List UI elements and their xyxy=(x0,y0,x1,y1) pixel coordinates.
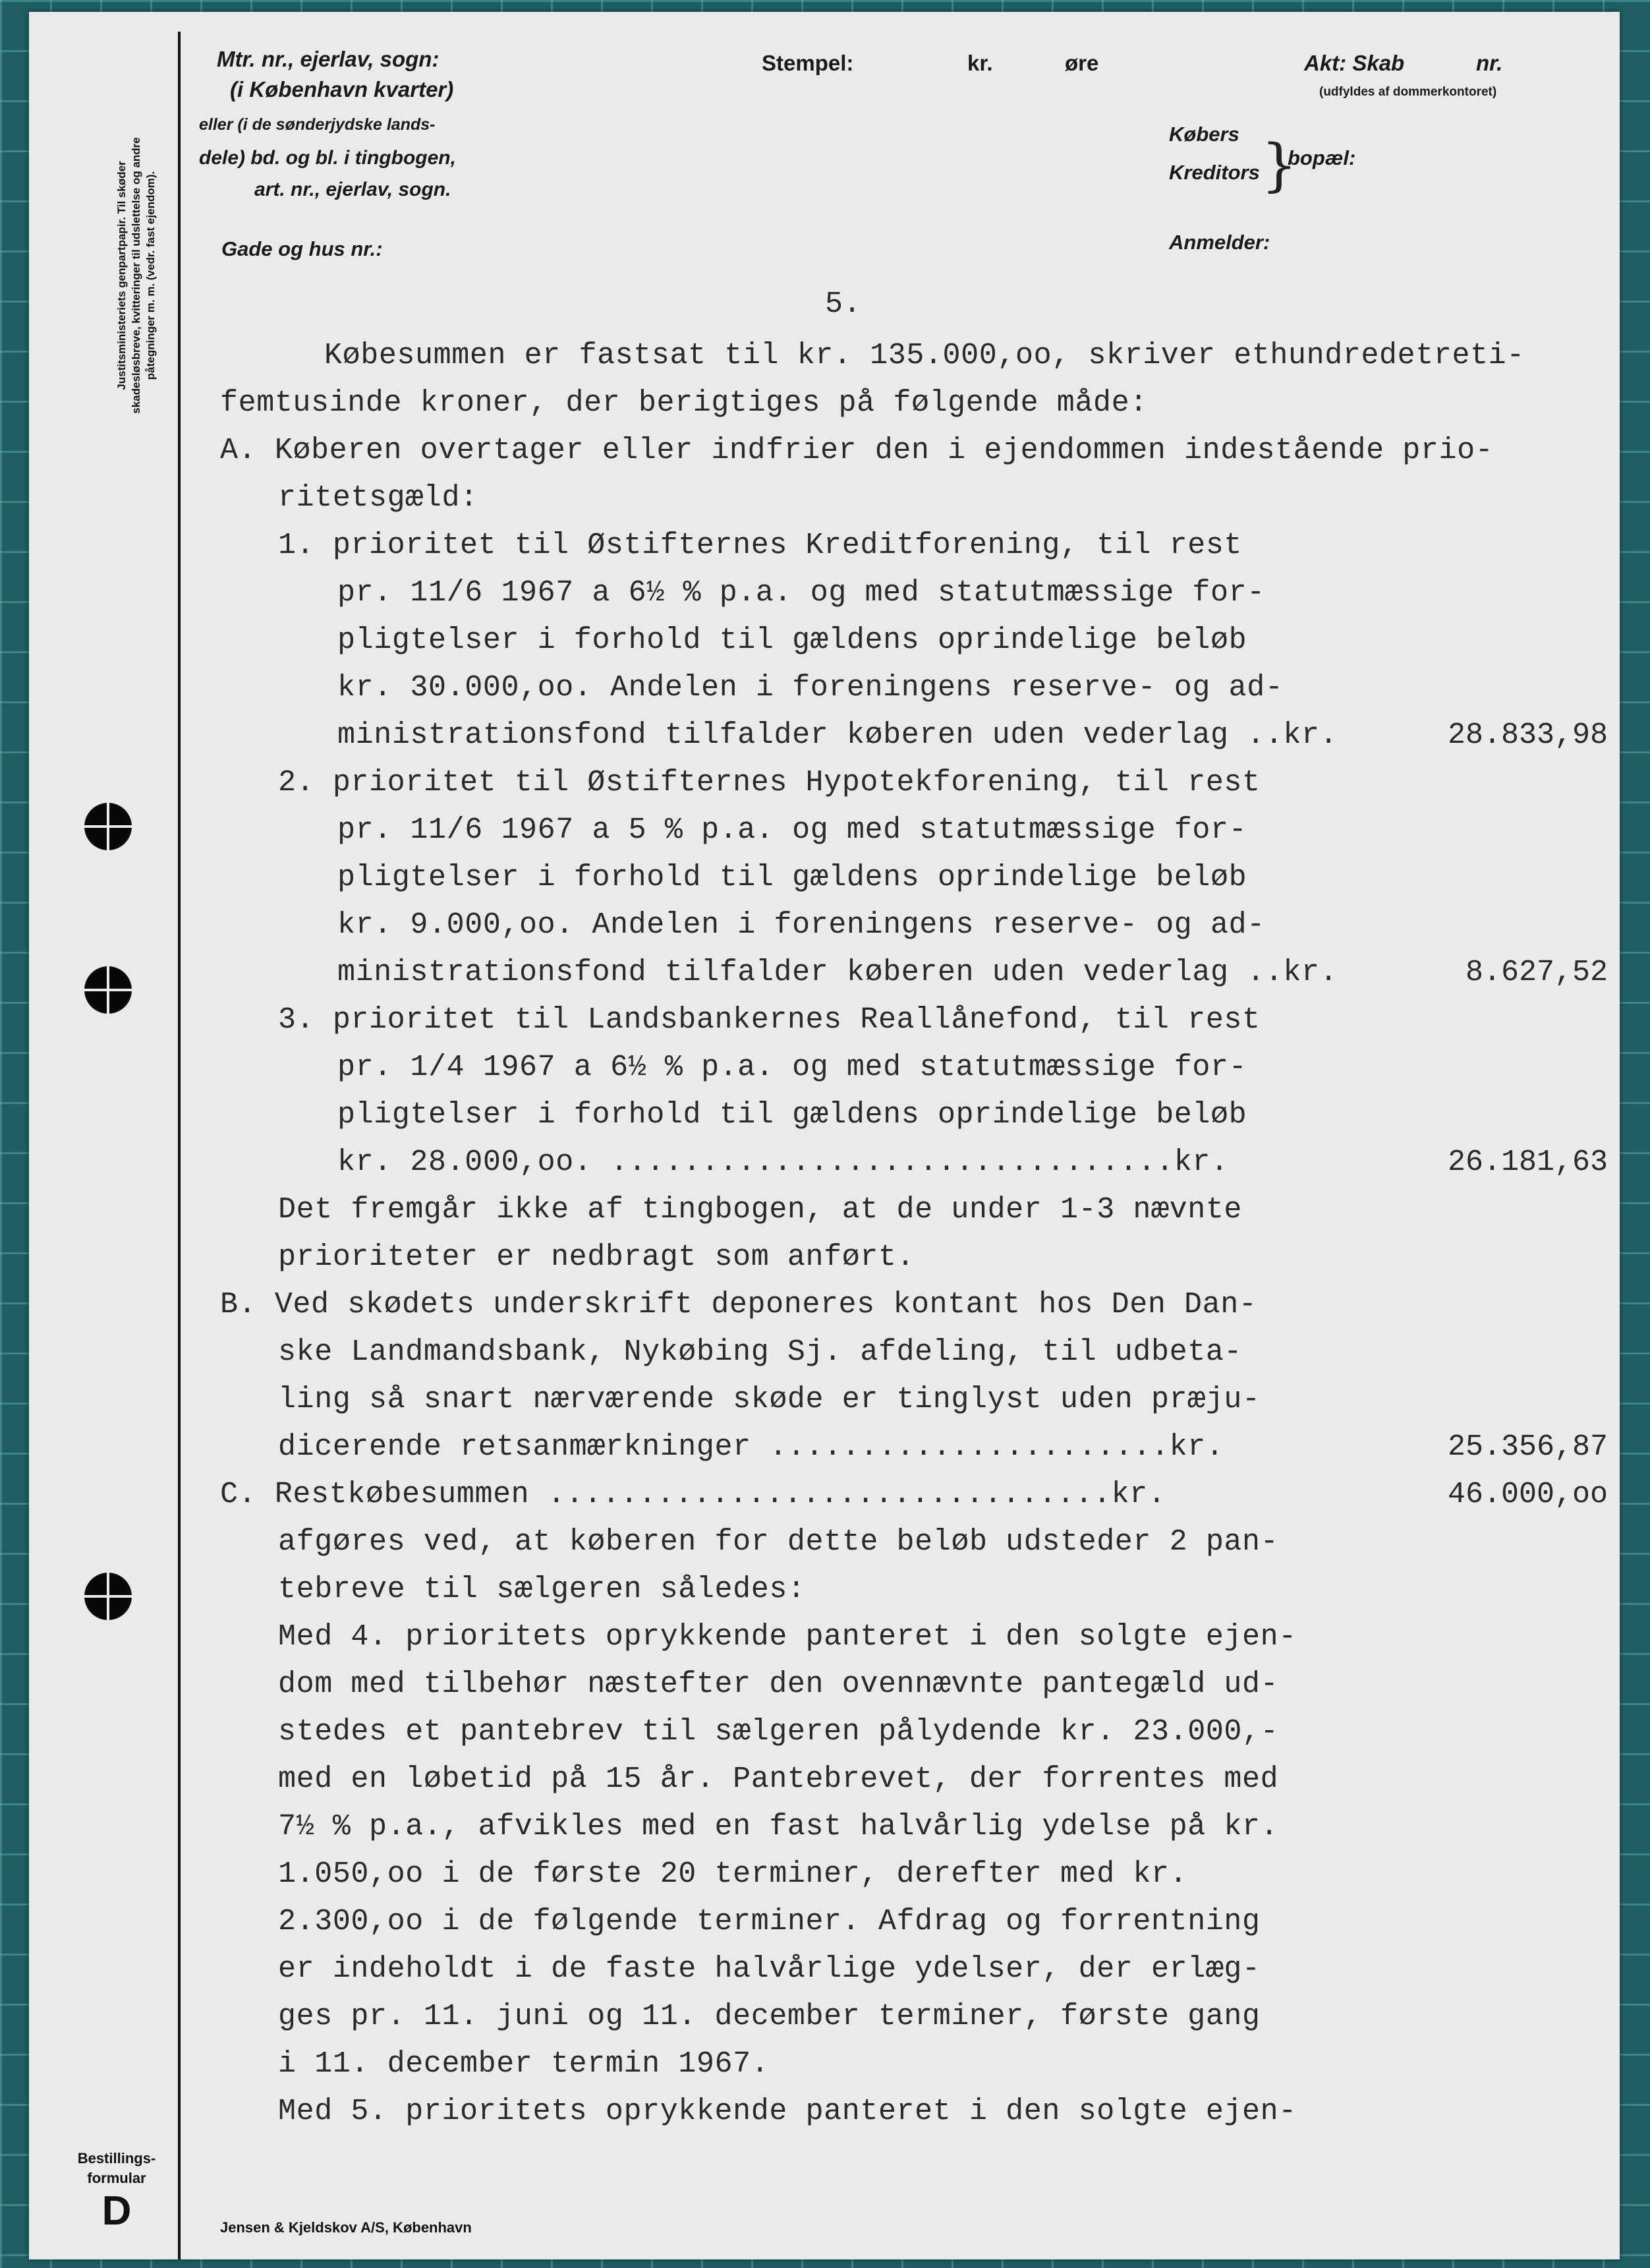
property-label-3: eller (i de sønderjydske lands- xyxy=(199,115,436,134)
side-note-line: påtegninger m. m. (vedr. fast ejendom). xyxy=(144,171,157,380)
text-line: ritetsgæld: xyxy=(278,481,478,515)
text-line: stedes et pantebrev til sælgeren pålydende kr. 23.000,- xyxy=(278,1715,1279,1749)
text-line: ges pr. 11. juni og 11. december terminer, første gang xyxy=(278,2000,1261,2033)
text-line: pligtelser i forhold til gældens oprindelige beløb xyxy=(337,861,1247,894)
document-sheet xyxy=(29,12,1620,2259)
text-line: pr. 11/6 1967 a 5 % p.a. og med statutmæssige for- xyxy=(337,813,1247,847)
amount-value: 25.356,87 xyxy=(1447,1430,1608,1464)
order-form-line: formular xyxy=(87,2170,146,2186)
text-line: ministrationsfond tilfalder køberen uden vederlag ..kr. xyxy=(337,956,1338,989)
side-note-line: Justitsministeriets genpartpapir. Til skøder xyxy=(115,161,128,390)
text-line: A. Køberen overtager eller indfrier den i ejendommen indestående prio- xyxy=(220,434,1494,467)
printer-imprint: Jensen & Kjeldskov A/S, København xyxy=(220,2219,472,2236)
side-note-line: skadesløsbreve, kvitteringer til udslettelse og andre xyxy=(130,137,142,414)
text-line: Med 5. prioritets oprykkende panteret i den solgte ejen- xyxy=(278,2095,1297,2128)
amount-value: 26.181,63 xyxy=(1447,1146,1608,1179)
text-line: Købesummen er fastsat til kr. 135.000,oo, skriver ethundredetreti- xyxy=(324,339,1525,372)
amount-value: 8.627,52 xyxy=(1465,956,1608,989)
akt-note: (udfyldes af dommerkontoret) xyxy=(1319,85,1497,99)
side-note xyxy=(115,65,194,486)
order-letter: D xyxy=(101,2188,132,2234)
text-line: 7½ % p.a., afvikles med en fast halvårlig ydelse på kr. xyxy=(278,1810,1279,1844)
text-line: ske Landmandsbank, Nykøbing Sj. afdeling, til udbeta- xyxy=(278,1335,1243,1369)
creditors-label: Kreditors xyxy=(1169,161,1260,184)
text-line: 2. prioritet til Østifternes Hypotekforening, til rest xyxy=(278,766,1261,800)
text-line: pligtelser i forhold til gældens oprindelige beløb xyxy=(337,624,1247,657)
text-line: kr. 28.000,oo. ...............................kr. xyxy=(337,1146,1229,1179)
text-line: pr. 11/6 1967 a 6½ % p.a. og med statutmæssige for- xyxy=(337,576,1265,610)
text-line: kr. 9.000,oo. Andelen i foreningens reserve- og ad- xyxy=(337,908,1265,942)
ore-label: øre xyxy=(1065,51,1099,75)
text-line: ministrationsfond tilfalder køberen uden vederlag ..kr. xyxy=(337,718,1338,752)
page-number: 5. xyxy=(825,287,862,321)
text-line: 2.300,oo i de følgende terminer. Afdrag og forrentning xyxy=(278,1905,1261,1938)
text-line: femtusinde kroner, der berigtiges på følgende måde: xyxy=(220,386,1148,420)
text-line: pligtelser i forhold til gældens oprindelige beløb xyxy=(337,1098,1247,1132)
order-form-line: Bestillings- xyxy=(77,2150,156,2166)
nr-label: nr. xyxy=(1476,51,1503,75)
akt-label: Akt: Skab xyxy=(1304,51,1405,75)
text-line: C. Restkøbesummen ...............................kr. xyxy=(220,1478,1166,1511)
punch-hole-icon xyxy=(84,803,132,850)
brace-icon: } xyxy=(1261,132,1297,198)
punch-hole-icon xyxy=(84,966,132,1014)
buyers-label: Købers xyxy=(1169,123,1239,146)
text-line: afgøres ved, at køberen for dette beløb udsteder 2 pan- xyxy=(278,1525,1279,1559)
property-label-2: (i København kvarter) xyxy=(230,77,454,102)
text-line: er indeholdt i de faste halvårlige ydelser, der erlæg- xyxy=(278,1952,1261,1986)
residence-label: bopæl: xyxy=(1288,146,1356,169)
text-line: tebreve til sælgeren således: xyxy=(278,1573,806,1606)
property-label-1: Mtr. nr., ejerlav, sogn: xyxy=(217,47,440,71)
amount-value: 46.000,oo xyxy=(1447,1478,1608,1511)
text-line: 3. prioritet til Landsbankernes Reallånefond, til rest xyxy=(278,1003,1261,1037)
street-label: Gade og hus nr.: xyxy=(221,237,383,260)
text-line: dicerende retsanmærkninger ......................kr. xyxy=(278,1430,1224,1464)
property-label-4: dele) bd. og bl. i tingbogen, xyxy=(199,147,456,169)
text-line: pr. 1/4 1967 a 6½ % p.a. og med statutmæssige for- xyxy=(337,1051,1247,1084)
text-line: Med 4. prioritets oprykkende panteret i den solgte ejen- xyxy=(278,1620,1297,1654)
property-label-5: art. nr., ejerlav, sogn. xyxy=(254,179,451,200)
order-form xyxy=(67,2149,166,2234)
text-line: med en løbetid på 15 år. Pantebrevet, der forrentes med xyxy=(278,1762,1279,1796)
text-line: ling så snart nærværende skøde er tinglyst uden præju- xyxy=(278,1383,1261,1416)
text-line: Det fremgår ikke af tingbogen, at de under 1-3 nævnte xyxy=(278,1193,1243,1227)
text-line: prioriteter er nedbragt som anført. xyxy=(278,1240,915,1274)
filer-label: Anmelder: xyxy=(1169,231,1270,254)
stamp-label: Stempel: xyxy=(762,51,854,75)
amount-value: 28.833,98 xyxy=(1447,718,1608,752)
text-line: i 11. december termin 1967. xyxy=(278,2047,770,2081)
text-line: kr. 30.000,oo. Andelen i foreningens reserve- og ad- xyxy=(337,671,1284,705)
text-line: B. Ved skødets underskrift deponeres kontant hos Den Dan- xyxy=(220,1288,1257,1322)
text-line: 1.050,oo i de første 20 terminer, derefter med kr. xyxy=(278,1857,1188,1891)
text-line: dom med tilbehør næstefter den ovennævnte pantegæld ud- xyxy=(278,1668,1279,1701)
punch-hole-icon xyxy=(84,1573,132,1620)
text-line: 1. prioritet til Østifternes Kreditforening, til rest xyxy=(278,529,1243,562)
kr-label: kr. xyxy=(967,51,993,75)
